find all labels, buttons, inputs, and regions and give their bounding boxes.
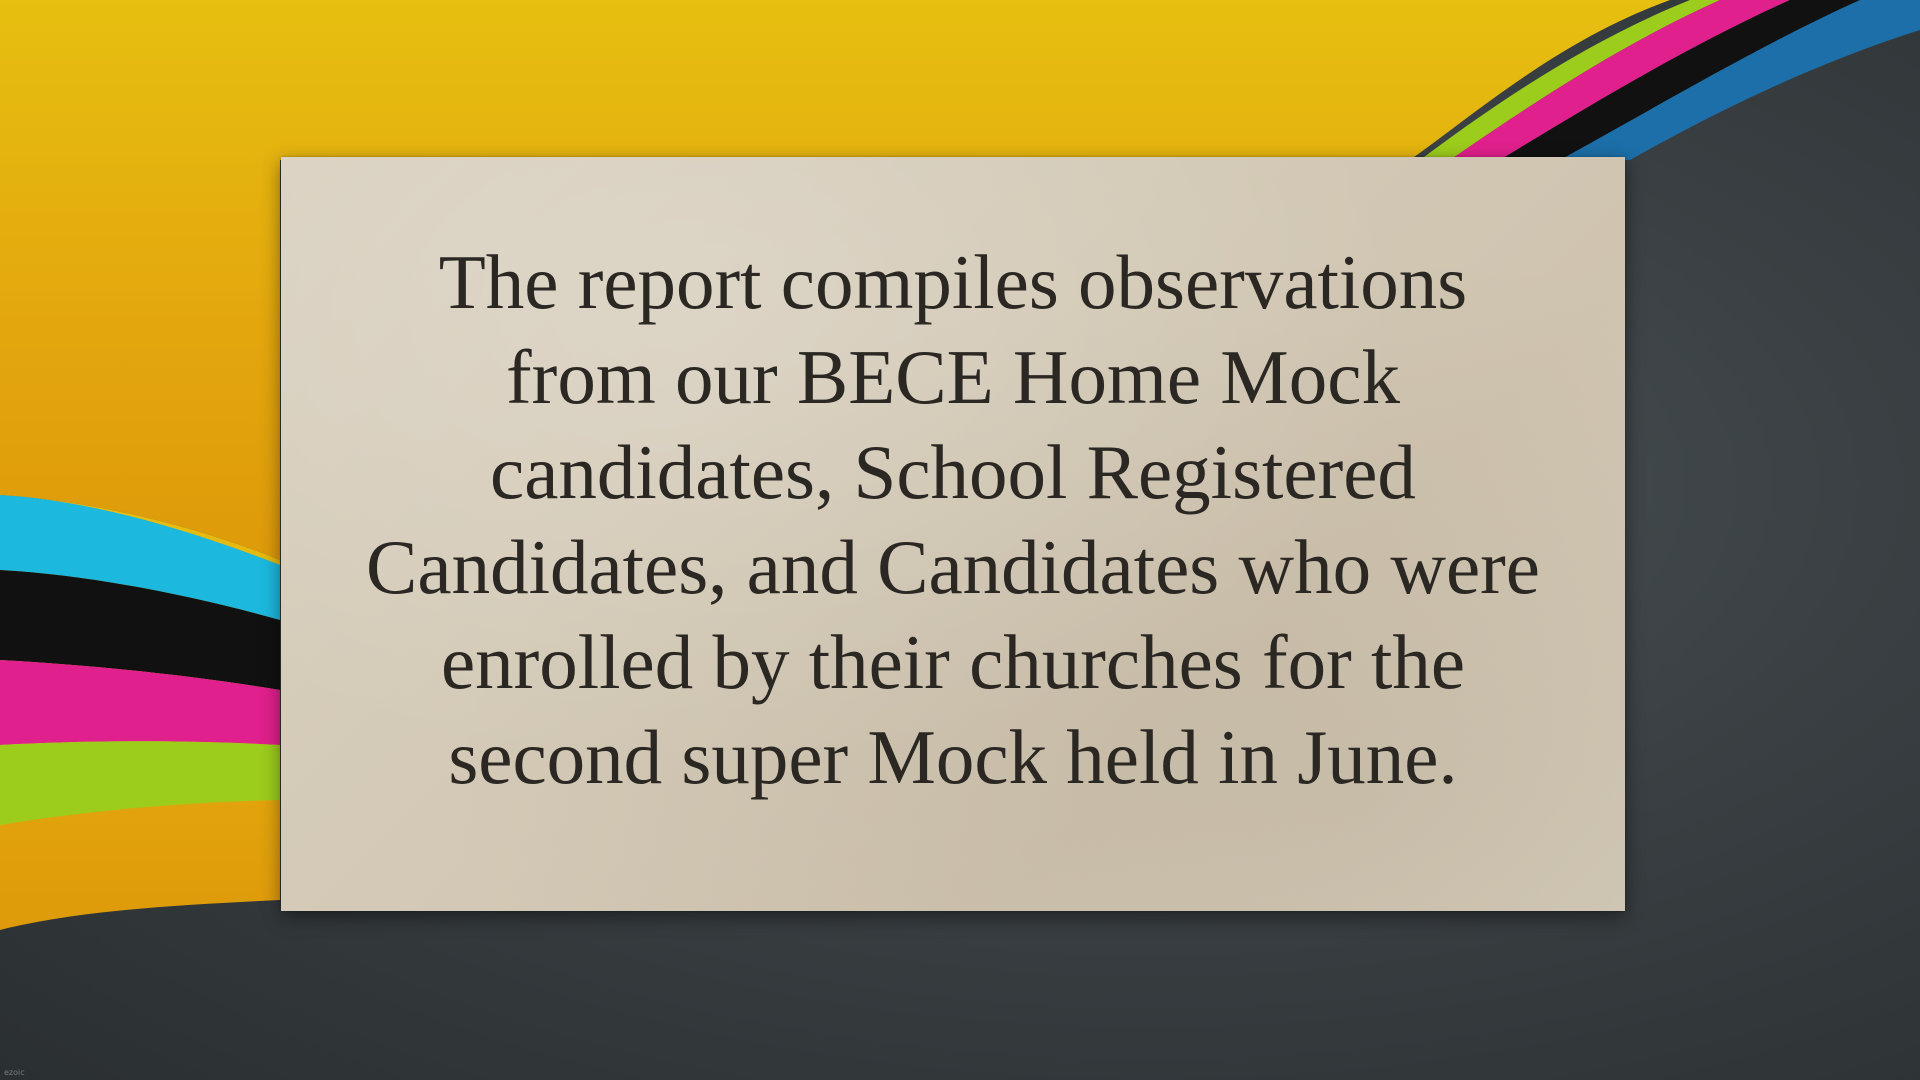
- card-line-2: from our BECE Home Mock: [506, 334, 1400, 420]
- card-paragraph: [323, 235, 1583, 805]
- card-line-5: enrolled by their churches for the: [440, 619, 1466, 705]
- card-line-1: The report compiles observations: [438, 239, 1468, 325]
- card-line-6: second super Mock held in June.: [448, 714, 1458, 800]
- text-card: [281, 157, 1625, 911]
- card-line-4: Candidates, and Candidates who were: [366, 524, 1540, 610]
- card-line-3: candidates, School Registered: [490, 429, 1416, 515]
- watermark-text: ezoic: [4, 1068, 25, 1077]
